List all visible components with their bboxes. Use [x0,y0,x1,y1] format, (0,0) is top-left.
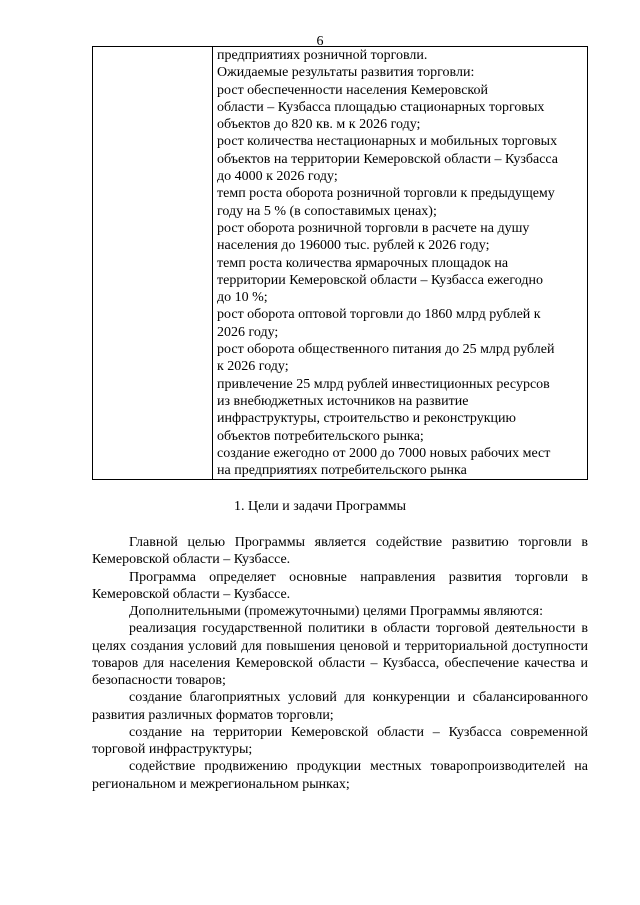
table-line: рост обеспеченности населения Кемеровской [217,82,489,98]
paragraph-goal-local-producers: содействие продвижению продукции местных товаропроизводителей на региональном и межрегиональном рынках; [92,759,588,792]
table-line: области – Кузбасса площадью стационарных торговых [217,99,545,115]
table-line: на предприятиях потребительского рынка [217,463,467,479]
table-line: году на 5 % (в сопоставимых ценах); [217,203,437,219]
table-line: до 4000 к 2026 году; [217,169,338,185]
table-line: объектов на территории Кемеровской области – Кузбасса [217,151,559,167]
table-line: инфраструктуры, строительство и реконструкцию [217,411,516,427]
table-line: рост оборота розничной торговли в расчете на душу [217,220,530,236]
table-line: рост количества нестационарных и мобильных торговых [217,134,558,150]
table-line: до 10 %; [217,290,268,306]
table-line: рост оборота оптовой торговли до 1860 млрд рублей к [217,307,541,323]
paragraph-goal-infrastructure: создание на территории Кемеровской области – Кузбасса современной торговой инфраструктуры; [92,724,588,757]
table-line: привлечение 25 млрд рублей инвестиционных ресурсов [217,376,550,392]
table-line: из внебюджетных источников на развитие [217,393,469,409]
table-line: 2026 году; [217,324,279,340]
section-title: 1. Цели и задачи Программы [233,499,407,514]
paragraph-additional-goals-intro: Дополнительными (промежуточными) целями Программы являются: [129,604,544,619]
table-line: к 2026 году; [217,359,289,375]
page-number: 6 [316,34,324,49]
table-line: темп роста оборота розничной торговли к предыдущему [217,186,555,202]
table-line: объектов потребительского рынка; [217,428,424,444]
paragraph-program-directions: Программа определяет основные направления развития торговли в Кемеровской области – Кузбассе. [92,569,588,602]
table-line: населения до 196000 тыс. рублей к 2026 году; [217,238,490,254]
paragraph-main-goal: Главной целью Программы является содействие развитию торговли в Кемеровской области – Кузбассе. [92,535,588,568]
expected-results-cell [217,47,581,479]
table-line: объектов до 820 кв. м к 2026 году; [217,117,421,133]
expected-results-table [92,46,588,480]
table-column-divider [212,47,213,479]
paragraph-goal-state-policy: реализация государственной политики в области торговой деятельности в целях создания условий для повышения ценовой и территориальной доступности товаров для населения Кемеровской области – Кузбасса, обеспечение качества и безопасности товаров; [92,621,588,688]
table-line: темп роста количества ярмарочных площадок на [217,255,509,271]
table-line: рост оборота общественного питания до 25 млрд рублей [217,342,555,358]
section-body [92,534,588,793]
table-line: Ожидаемые результаты развития торговли: [217,65,475,81]
paragraph-goal-competition: создание благоприятных условий для конкуренции и сбалансированного развития различных форматов торговли; [92,690,588,723]
table-line: территории Кемеровской области – Кузбасса ежегодно [217,272,543,288]
table-line: создание ежегодно от 2000 до 7000 новых рабочих мест [217,445,551,461]
table-line: предприятиях розничной торговли. [217,48,428,63]
